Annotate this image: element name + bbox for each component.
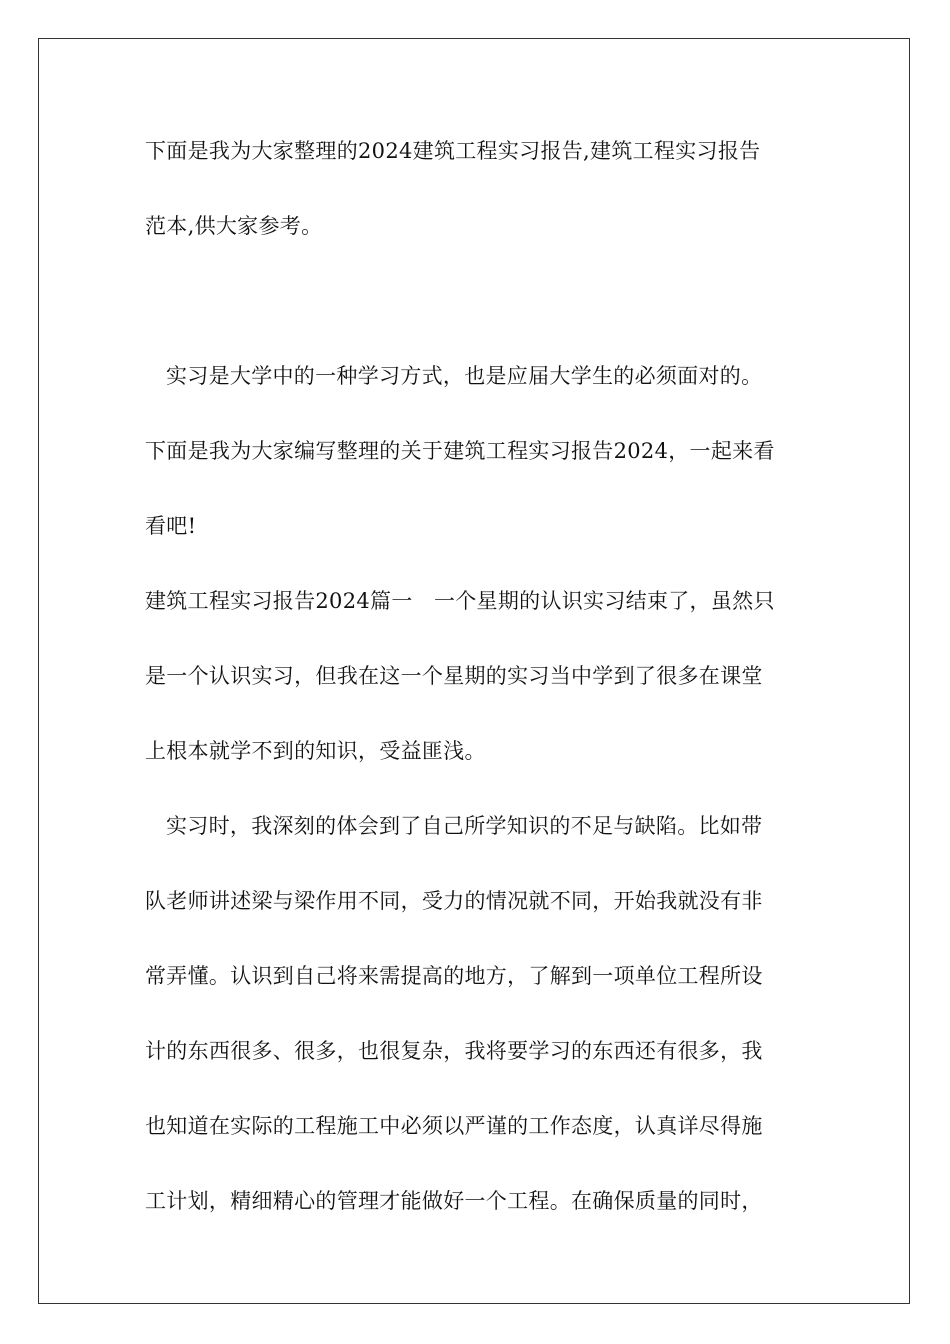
paragraph-2-line-1: 实习时，我深刻的体会到了自己所学知识的不足与缺陷。比如带 <box>166 814 763 838</box>
section-1-line-3: 上根本就学不到的知识，受益匪浅。 <box>145 739 486 763</box>
paragraph-2-line-6: 工计划，精细精心的管理才能做好一个工程。在确保质量的同时， <box>145 1189 763 1213</box>
intro-line-2: 范本,供大家参考。 <box>145 214 323 238</box>
section-1-line-1: 建筑工程实习报告2024篇一 一个星期的认识实习结束了，虽然只 <box>145 589 775 613</box>
section-1-line-2: 是一个认识实习，但我在这一个星期的实习当中学到了很多在课堂 <box>145 664 763 688</box>
paragraph-2-line-5: 也知道在实际的工程施工中必须以严谨的工作态度，认真详尽得施 <box>145 1114 763 1138</box>
intro-line-1: 下面是我为大家整理的2024建筑工程实习报告,建筑工程实习报告 <box>145 139 761 163</box>
paragraph-1-line-3: 看吧! <box>145 514 197 538</box>
paragraph-1-line-2: 下面是我为大家编写整理的关于建筑工程实习报告2024，一起来看 <box>145 439 775 463</box>
paragraph-2-line-2: 队老师讲述梁与梁作用不同，受力的情况就不同，开始我就没有非 <box>145 889 763 913</box>
paragraph-2-line-4: 计的东西很多、很多，也很复杂，我将要学习的东西还有很多，我 <box>145 1039 763 1063</box>
paragraph-2-line-3: 常弄懂。认识到自己将来需提高的地方，了解到一项单位工程所设 <box>145 964 763 988</box>
paragraph-1-line-1: 实习是大学中的一种学习方式，也是应届大学生的必须面对的。 <box>166 364 763 388</box>
